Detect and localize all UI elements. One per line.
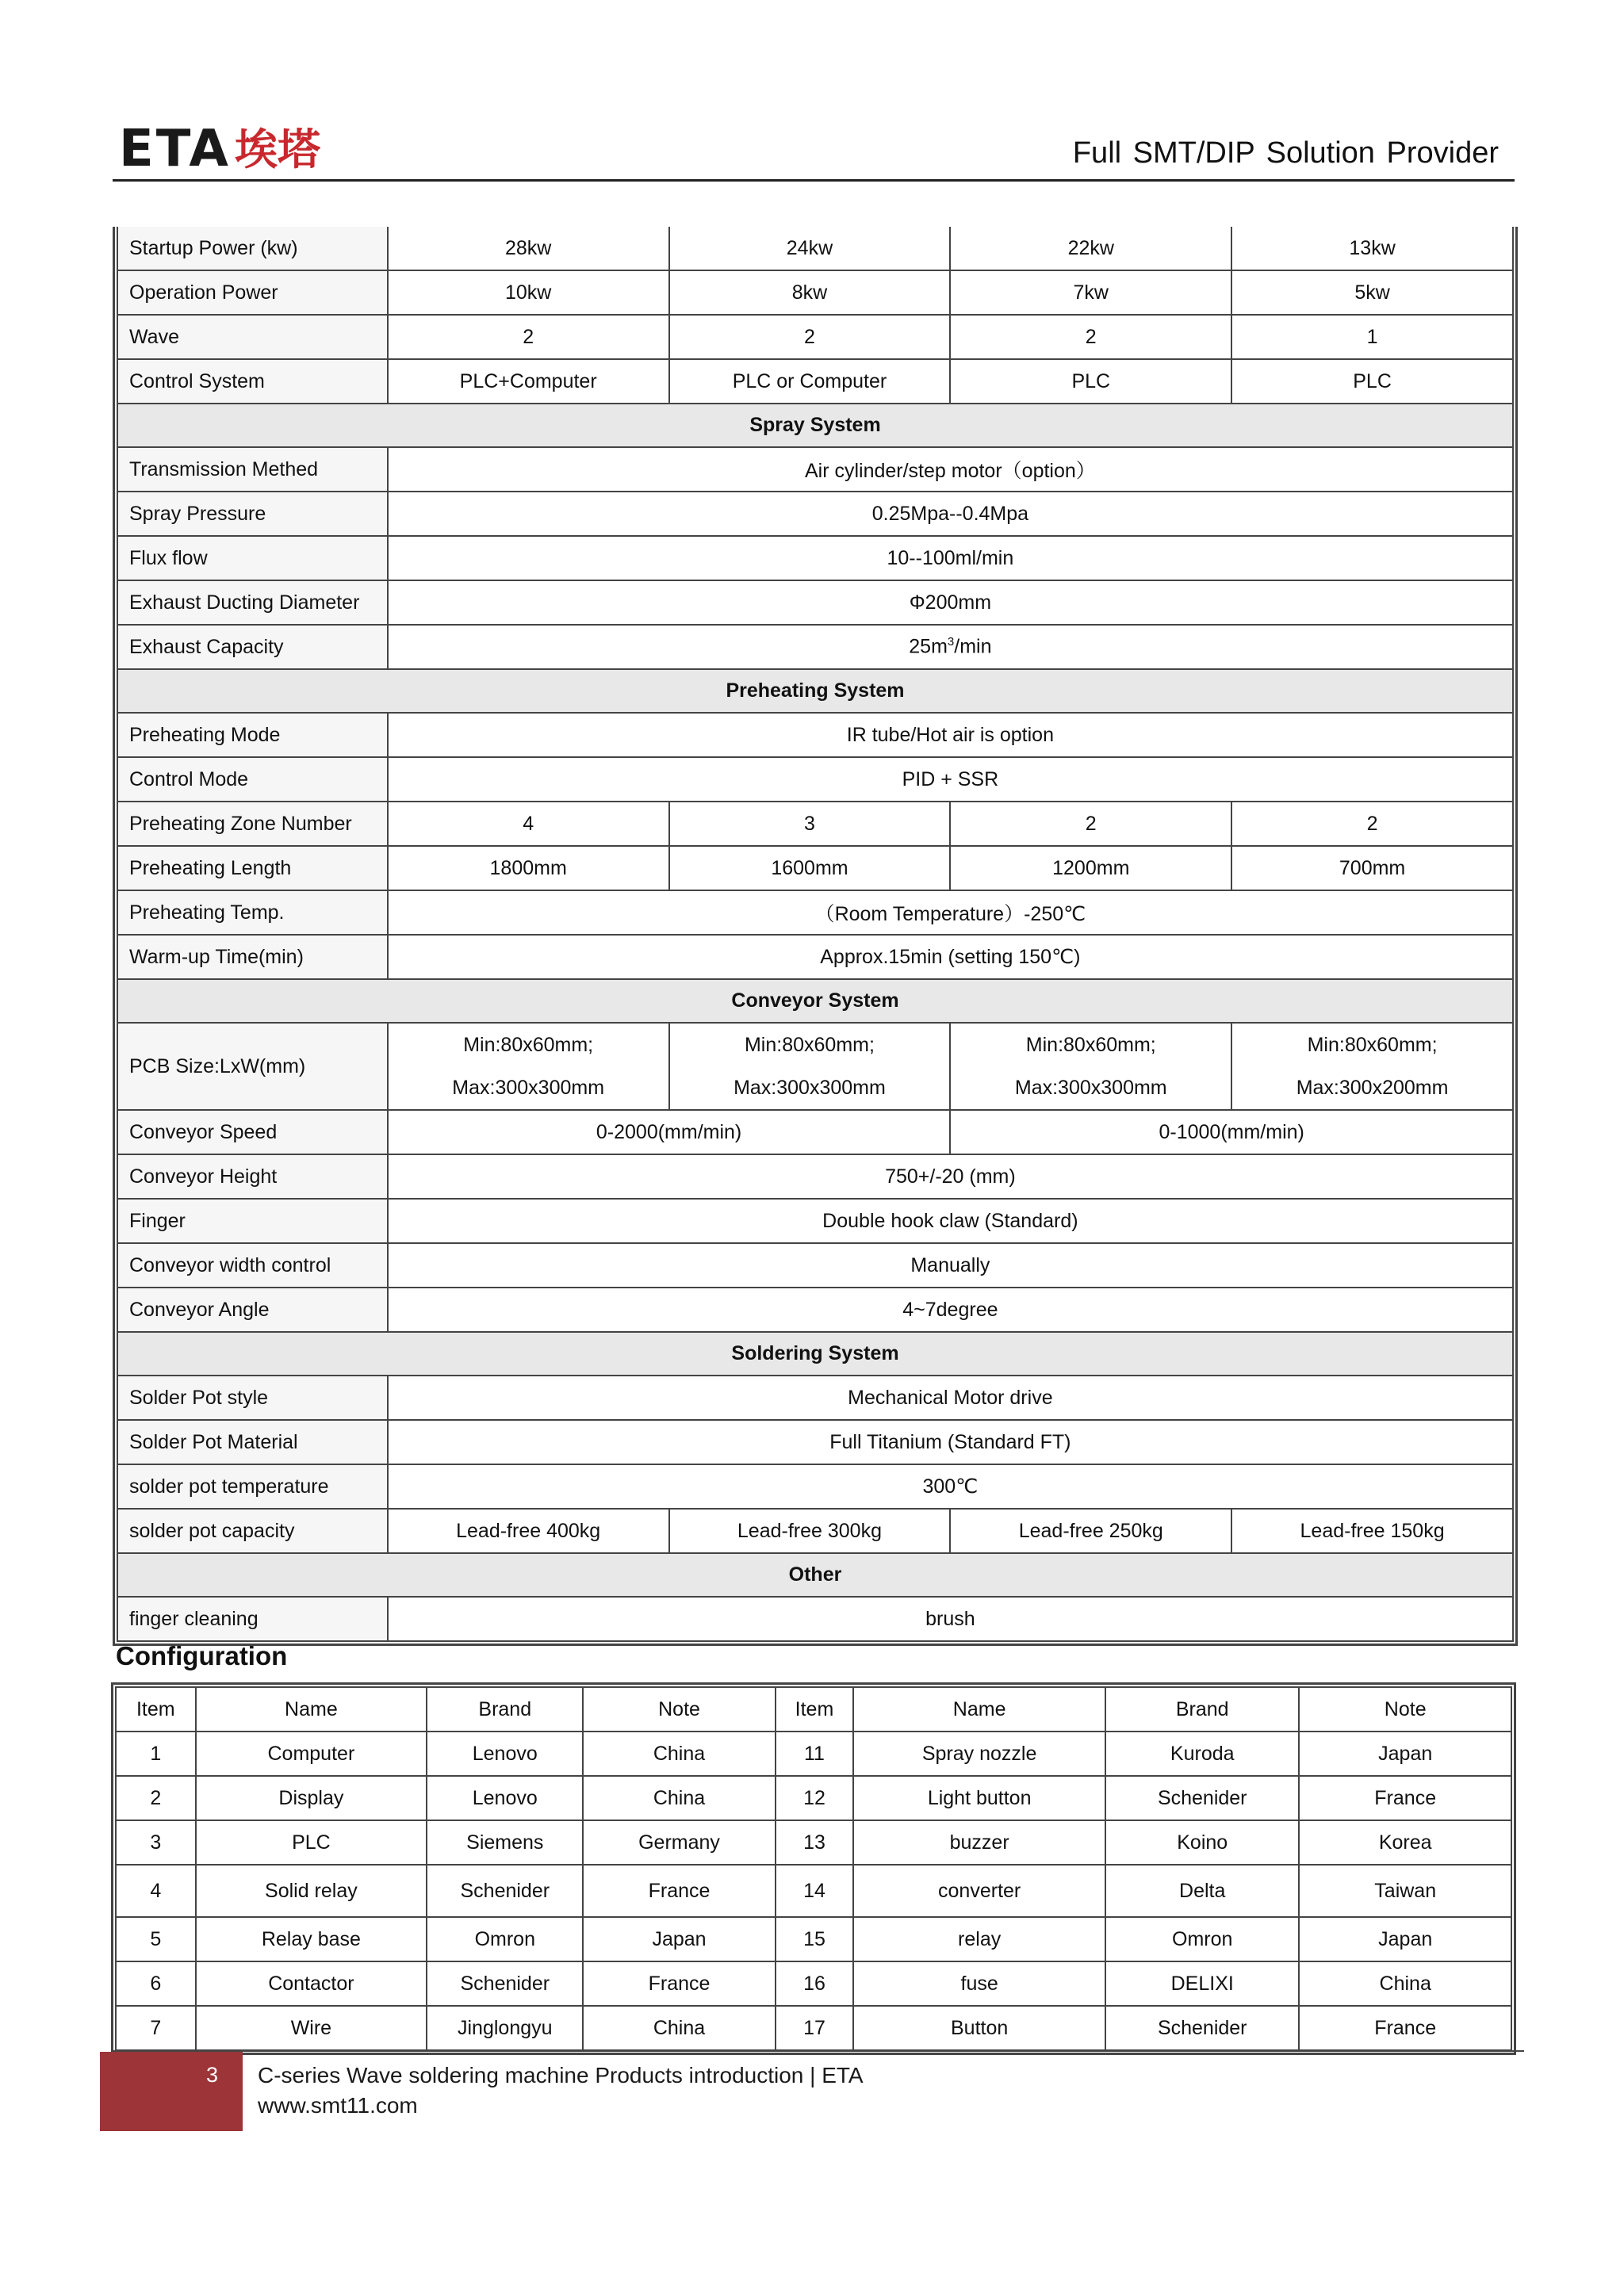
table-cell: 22kw <box>950 227 1231 270</box>
column-header: Name <box>196 1687 427 1732</box>
logo-text-en: ETA <box>119 120 231 178</box>
table-cell: Jinglongyu <box>427 2006 583 2050</box>
column-header: Brand <box>427 1687 583 1732</box>
pcb-max: Max:300x300mm <box>1014 1077 1167 1099</box>
table-cell: Japan <box>1299 1917 1511 1961</box>
table-row <box>117 757 1513 802</box>
value-part: 25m <box>909 635 948 658</box>
pcb-min: Min:80x60mm; <box>744 1034 875 1056</box>
table-row <box>117 536 1513 580</box>
table-row <box>117 227 1513 270</box>
row-label: Preheating Mode <box>117 713 388 757</box>
table-cell: France <box>583 1961 775 2006</box>
table-row <box>117 1509 1513 1553</box>
column-header: Item <box>776 1687 854 1732</box>
table-cell: PLC <box>196 1820 427 1865</box>
table-cell: 24kw <box>669 227 951 270</box>
table-cell: Button <box>853 2006 1105 2050</box>
section-header-conveyor: Conveyor System <box>117 979 1513 1023</box>
exhaust-capacity-cell <box>388 625 1513 669</box>
pcb-min: Min:80x60mm; <box>1025 1034 1156 1056</box>
table-cell: Lead-free 150kg <box>1231 1509 1513 1553</box>
table-row <box>117 1420 1513 1464</box>
table-row <box>117 935 1513 979</box>
table-cell: 4~7degree <box>388 1288 1513 1332</box>
table-cell: 750+/-20 (mm) <box>388 1154 1513 1199</box>
section-header-row <box>117 979 1513 1023</box>
row-label: Solder Pot style <box>117 1376 388 1420</box>
table-row <box>117 315 1513 359</box>
row-label: Operation Power <box>117 270 388 315</box>
table-cell: Kuroda <box>1105 1732 1299 1776</box>
table-header-row <box>116 1687 1511 1732</box>
table-cell: Φ200mm <box>388 580 1513 625</box>
table-row <box>116 1865 1511 1917</box>
table-row <box>117 1154 1513 1199</box>
table-cell: 2 <box>950 802 1231 846</box>
page-number-badge <box>100 2052 243 2131</box>
table-cell <box>669 1023 951 1110</box>
configuration-table <box>115 1686 1512 2051</box>
section-header-preheating: Preheating System <box>117 669 1513 713</box>
table-row <box>117 1597 1513 1641</box>
table-row <box>117 713 1513 757</box>
table-cell: Computer <box>196 1732 427 1776</box>
table-cell: 16 <box>776 1961 854 2006</box>
section-header-row <box>117 1332 1513 1376</box>
row-label: Flux flow <box>117 536 388 580</box>
table-cell: 1200mm <box>950 846 1231 890</box>
row-label: Control Mode <box>117 757 388 802</box>
table-cell <box>950 1023 1231 1110</box>
footer-title: C-series Wave soldering machine Products introduction | ETA <box>258 2063 864 2087</box>
row-label: finger cleaning <box>117 1597 388 1641</box>
table-cell: Delta <box>1105 1865 1299 1917</box>
table-cell: Japan <box>1299 1732 1511 1776</box>
table-cell: China <box>1299 1961 1511 2006</box>
table-cell: Schenider <box>427 1961 583 2006</box>
table-cell: 3 <box>116 1820 196 1865</box>
pcb-min: Min:80x60mm; <box>1307 1034 1438 1056</box>
table-row <box>116 2006 1511 2050</box>
table-cell: 14 <box>776 1865 854 1917</box>
table-cell: Approx.15min (setting 150℃) <box>388 935 1513 979</box>
table-cell: Lead-free 300kg <box>669 1509 951 1553</box>
table-cell: Display <box>196 1776 427 1820</box>
table-cell: Germany <box>583 1820 775 1865</box>
table-cell: buzzer <box>853 1820 1105 1865</box>
table-cell: 4 <box>116 1865 196 1917</box>
section-header-row <box>117 669 1513 713</box>
row-label: PCB Size:LxW(mm) <box>117 1023 388 1110</box>
table-cell: Omron <box>427 1917 583 1961</box>
table-cell: 15 <box>776 1917 854 1961</box>
value-superscript: 3 <box>947 635 955 649</box>
table-cell: Contactor <box>196 1961 427 2006</box>
table-cell: 1 <box>116 1732 196 1776</box>
table-row <box>117 1243 1513 1288</box>
table-cell: 7 <box>116 2006 196 2050</box>
pcb-min: Min:80x60mm; <box>463 1034 594 1056</box>
table-row <box>117 270 1513 315</box>
row-label: Control System <box>117 359 388 404</box>
table-cell: China <box>583 2006 775 2050</box>
table-cell: PLC <box>950 359 1231 404</box>
table-row <box>117 625 1513 669</box>
table-cell: Air cylinder/step motor（option） <box>388 447 1513 492</box>
spec-table-frame <box>113 227 1518 1646</box>
table-cell: 2 <box>950 315 1231 359</box>
table-cell: 5 <box>116 1917 196 1961</box>
pcb-max: Max:300x300mm <box>452 1077 605 1099</box>
table-cell: 2 <box>388 315 669 359</box>
table-cell: PLC+Computer <box>388 359 669 404</box>
table-cell: Wire <box>196 2006 427 2050</box>
table-row <box>117 1464 1513 1509</box>
row-label: Solder Pot Material <box>117 1420 388 1464</box>
table-cell <box>388 1023 669 1110</box>
table-cell: Lead-free 400kg <box>388 1509 669 1553</box>
row-label: Transmission Methed <box>117 447 388 492</box>
table-cell: 0.25Mpa--0.4Mpa <box>388 492 1513 536</box>
row-label: solder pot capacity <box>117 1509 388 1553</box>
column-header: Note <box>1299 1687 1511 1732</box>
table-cell: 13kw <box>1231 227 1513 270</box>
table-cell: Solid relay <box>196 1865 427 1917</box>
row-label: Startup Power (kw) <box>117 227 388 270</box>
table-row <box>117 802 1513 846</box>
table-cell: Schenider <box>1105 2006 1299 2050</box>
table-cell: PLC or Computer <box>669 359 951 404</box>
table-cell: France <box>1299 2006 1511 2050</box>
table-cell: 13 <box>776 1820 854 1865</box>
logo-text-cn: 埃塔 <box>235 124 320 174</box>
table-cell: 6 <box>116 1961 196 2006</box>
table-cell: Relay base <box>196 1917 427 1961</box>
page-number: 3 <box>206 2063 219 2087</box>
spec-table <box>117 227 1514 1642</box>
table-cell: brush <box>388 1597 1513 1641</box>
footer-divider <box>113 2050 1524 2052</box>
table-cell: 2 <box>669 315 951 359</box>
table-cell: Taiwan <box>1299 1865 1511 1917</box>
table-cell: Schenider <box>1105 1776 1299 1820</box>
table-cell: France <box>583 1865 775 1917</box>
table-cell: fuse <box>853 1961 1105 2006</box>
table-row <box>117 1199 1513 1243</box>
value-part: /min <box>954 635 992 658</box>
table-cell: China <box>583 1732 775 1776</box>
table-cell: IR tube/Hot air is option <box>388 713 1513 757</box>
table-row <box>117 359 1513 404</box>
row-label: solder pot temperature <box>117 1464 388 1509</box>
table-row <box>116 1732 1511 1776</box>
table-cell: 5kw <box>1231 270 1513 315</box>
column-header: Item <box>116 1687 196 1732</box>
table-cell: 3 <box>669 802 951 846</box>
table-cell: converter <box>853 1865 1105 1917</box>
table-row <box>116 1820 1511 1865</box>
row-label: Exhaust Ducting Diameter <box>117 580 388 625</box>
row-label: Preheating Temp. <box>117 890 388 935</box>
row-label: Conveyor width control <box>117 1243 388 1288</box>
table-row <box>117 1288 1513 1332</box>
table-cell: 0-2000(mm/min) <box>388 1110 951 1154</box>
column-header: Name <box>853 1687 1105 1732</box>
row-label: Conveyor Height <box>117 1154 388 1199</box>
table-cell: 700mm <box>1231 846 1513 890</box>
table-cell: 1800mm <box>388 846 669 890</box>
column-header: Note <box>583 1687 775 1732</box>
table-row <box>116 1776 1511 1820</box>
table-cell: China <box>583 1776 775 1820</box>
table-row <box>117 1376 1513 1420</box>
table-cell: Manually <box>388 1243 1513 1288</box>
section-header-row <box>117 404 1513 447</box>
configuration-title: Configuration <box>116 1641 288 1670</box>
table-row <box>117 846 1513 890</box>
footer-url: www.smt11.com <box>258 2093 418 2118</box>
table-row <box>117 1023 1513 1110</box>
table-cell: Spray nozzle <box>853 1732 1105 1776</box>
table-cell: PID + SSR <box>388 757 1513 802</box>
table-cell: PLC <box>1231 359 1513 404</box>
table-cell: Korea <box>1299 1820 1511 1865</box>
table-row <box>117 890 1513 935</box>
table-cell: 300℃ <box>388 1464 1513 1509</box>
row-label: Wave <box>117 315 388 359</box>
table-cell: DELIXI <box>1105 1961 1299 2006</box>
section-header-spray: Spray System <box>117 404 1513 447</box>
table-cell: relay <box>853 1917 1105 1961</box>
table-cell: 1 <box>1231 315 1513 359</box>
table-cell: 10--100ml/min <box>388 536 1513 580</box>
pcb-max: Max:300x300mm <box>733 1077 886 1099</box>
table-cell: 11 <box>776 1732 854 1776</box>
table-cell: Omron <box>1105 1917 1299 1961</box>
row-label: Exhaust Capacity <box>117 625 388 669</box>
table-cell: Double hook claw (Standard) <box>388 1199 1513 1243</box>
table-cell: Schenider <box>427 1865 583 1917</box>
row-label: Conveyor Speed <box>117 1110 388 1154</box>
table-cell: Lenovo <box>427 1776 583 1820</box>
table-row <box>117 447 1513 492</box>
configuration-table-frame <box>111 1682 1516 2055</box>
table-cell: Full Titanium (Standard FT) <box>388 1420 1513 1464</box>
table-cell: 2 <box>1231 802 1513 846</box>
header-divider <box>113 179 1515 182</box>
table-row <box>116 1917 1511 1961</box>
table-row <box>117 580 1513 625</box>
row-label: Conveyor Angle <box>117 1288 388 1332</box>
table-cell: （Room Temperature）-250℃ <box>388 890 1513 935</box>
table-cell: 17 <box>776 2006 854 2050</box>
table-cell: Siemens <box>427 1820 583 1865</box>
table-cell: Light button <box>853 1776 1105 1820</box>
column-header: Brand <box>1105 1687 1299 1732</box>
table-cell: 0-1000(mm/min) <box>950 1110 1513 1154</box>
table-cell: 28kw <box>388 227 669 270</box>
row-label: Preheating Length <box>117 846 388 890</box>
table-cell: 1600mm <box>669 846 951 890</box>
table-cell: 2 <box>116 1776 196 1820</box>
table-cell: 10kw <box>388 270 669 315</box>
table-row <box>117 1110 1513 1154</box>
section-header-other: Other <box>117 1553 1513 1597</box>
table-cell: Lenovo <box>427 1732 583 1776</box>
row-label: Preheating Zone Number <box>117 802 388 846</box>
table-cell: France <box>1299 1776 1511 1820</box>
table-cell: Mechanical Motor drive <box>388 1376 1513 1420</box>
table-cell: 4 <box>388 802 669 846</box>
row-label: Warm-up Time(min) <box>117 935 388 979</box>
table-cell: 8kw <box>669 270 951 315</box>
table-row <box>117 492 1513 536</box>
table-cell: Koino <box>1105 1820 1299 1865</box>
table-cell: Japan <box>583 1917 775 1961</box>
row-label: Finger <box>117 1199 388 1243</box>
pcb-max: Max:300x200mm <box>1296 1077 1449 1099</box>
section-header-row <box>117 1553 1513 1597</box>
section-header-soldering: Soldering System <box>117 1332 1513 1376</box>
table-cell <box>1231 1023 1513 1110</box>
table-row <box>116 1961 1511 2006</box>
row-label: Spray Pressure <box>117 492 388 536</box>
table-cell: Lead-free 250kg <box>950 1509 1231 1553</box>
header-tagline: Full SMT/DIP Solution Provider <box>1072 136 1499 170</box>
table-cell: 12 <box>776 1776 854 1820</box>
table-cell: 7kw <box>950 270 1231 315</box>
